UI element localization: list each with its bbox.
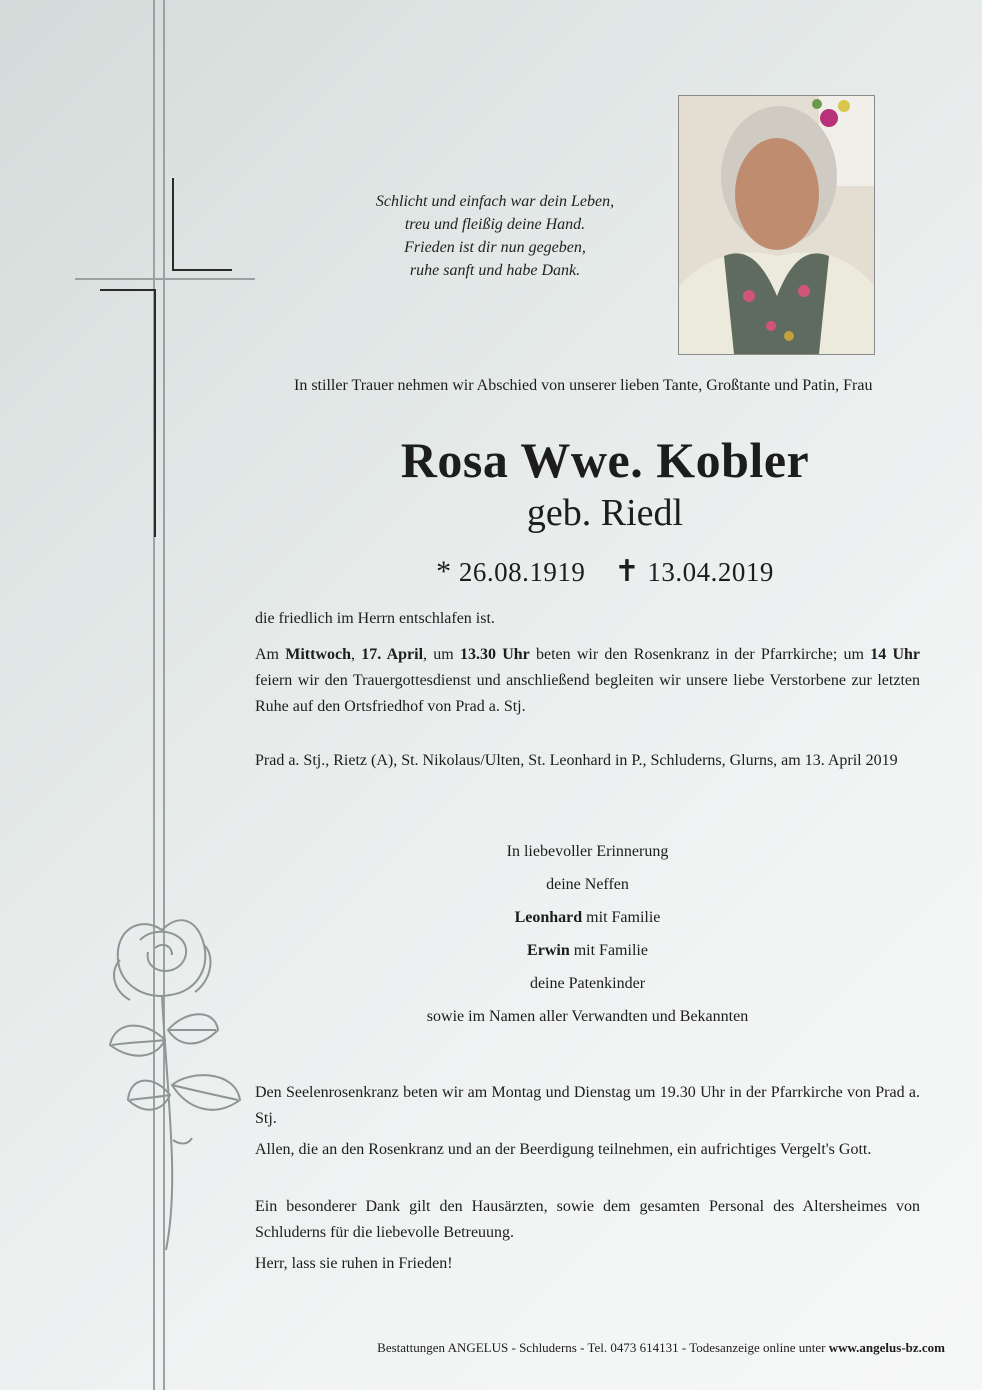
funeral-text: ,	[351, 646, 362, 663]
mourners-line	[255, 901, 920, 934]
funeral-paragraph	[255, 642, 920, 720]
death-cross-icon: ✝	[614, 555, 641, 588]
mourner-name: Erwin	[527, 942, 570, 959]
passed-text: die friedlich im Herrn entschlafen ist.	[255, 610, 495, 627]
funeral-date: 17. April	[361, 646, 424, 663]
thanks-special-paragraph: Ein besonderer Dank gilt den Hausärzten, sowie dem gesamten Personal des Altersheimes von Schluderns für die liebevolle Betreuung.	[255, 1198, 920, 1241]
service-time: 14 Uhr	[870, 646, 920, 663]
poem	[300, 190, 690, 282]
footer-url-link[interactable]: www.angelus-bz.com	[828, 1340, 945, 1355]
poem-line: Schlicht und einfach war dein Leben,	[375, 193, 615, 210]
intro-text: In stiller Trauer nehmen wir Abschied von unserer lieben Tante, Großtante und Patin, Frau	[294, 377, 873, 394]
funeral-day: Mittwoch	[285, 646, 351, 663]
deceased-name: Rosa Wwe. Kobler	[400, 432, 810, 488]
rosary-paragraph: Den Seelenrosenkranz beten wir am Montag und Dienstag um 19.30 Uhr in der Pfarrkirche von Prad a. Stj.	[255, 1084, 920, 1127]
places-date: Prad a. Stj., Rietz (A), St. Nikolaus/Ulten, St. Leonhard in P., Schluderns, Glurns, am 13. April 2019	[255, 752, 898, 769]
life-dates	[250, 552, 960, 592]
rosary-time: 13.30 Uhr	[459, 646, 530, 663]
cross-arm-left	[100, 289, 156, 291]
funeral-text: Am	[255, 646, 286, 663]
cross-vertical-upper	[172, 178, 174, 271]
mourners-line: deine Patenkinder	[529, 975, 646, 992]
mourner-rest: mit Familie	[569, 942, 648, 959]
portrait-image	[679, 96, 874, 354]
poem-line: ruhe sanft und habe Dank.	[409, 262, 581, 279]
birth-star-icon: *	[436, 555, 452, 588]
mourners-line: In liebevoller Erinnerung	[506, 843, 669, 860]
footer-text: Bestattungen ANGELUS - Schluderns - Tel. 0473 614131 - Todesanzeige online unter	[377, 1340, 829, 1355]
cross-vertical-lower	[154, 289, 156, 537]
maiden-name: geb. Riedl	[526, 492, 684, 534]
mourners-line: sowie im Namen aller Verwandten und Bekannten	[426, 1008, 749, 1025]
funeral-text: , um	[423, 646, 460, 663]
mourner-name: Leonhard	[514, 909, 583, 926]
mourners-line: deine Neffen	[546, 876, 629, 893]
funeral-text: feiern wir den Trauergottesdienst und anschließend begleiten wir unsere liebe Verstorbene zur letzten Ruhe auf den Ortsfriedhof von Prad a. Stj.	[255, 672, 920, 715]
birth-date: 26.08.1919	[458, 557, 586, 587]
mourners-block	[255, 835, 920, 1033]
mourners-line	[255, 934, 920, 967]
death-date: 13.04.2019	[647, 557, 774, 587]
cross-arm-right	[172, 269, 232, 271]
poem-line: Frieden ist dir nun gegeben,	[404, 239, 586, 256]
poem-line: treu und fleißig deine Hand.	[404, 216, 586, 233]
rose-icon	[100, 900, 260, 1260]
mourner-rest: mit Familie	[582, 909, 661, 926]
prayer-line: Herr, lass sie ruhen in Frieden!	[255, 1255, 453, 1272]
portrait-photo	[678, 95, 875, 355]
thanks-all-paragraph: Allen, die an den Rosenkranz und an der Beerdigung teilnehmen, ein aufrichtiges Vergelt's Gott.	[255, 1141, 872, 1158]
funeral-text: beten wir den Rosenkranz in der Pfarrkirche; um	[529, 646, 871, 663]
horizontal-decor-line	[75, 278, 255, 280]
footer	[200, 1338, 945, 1358]
